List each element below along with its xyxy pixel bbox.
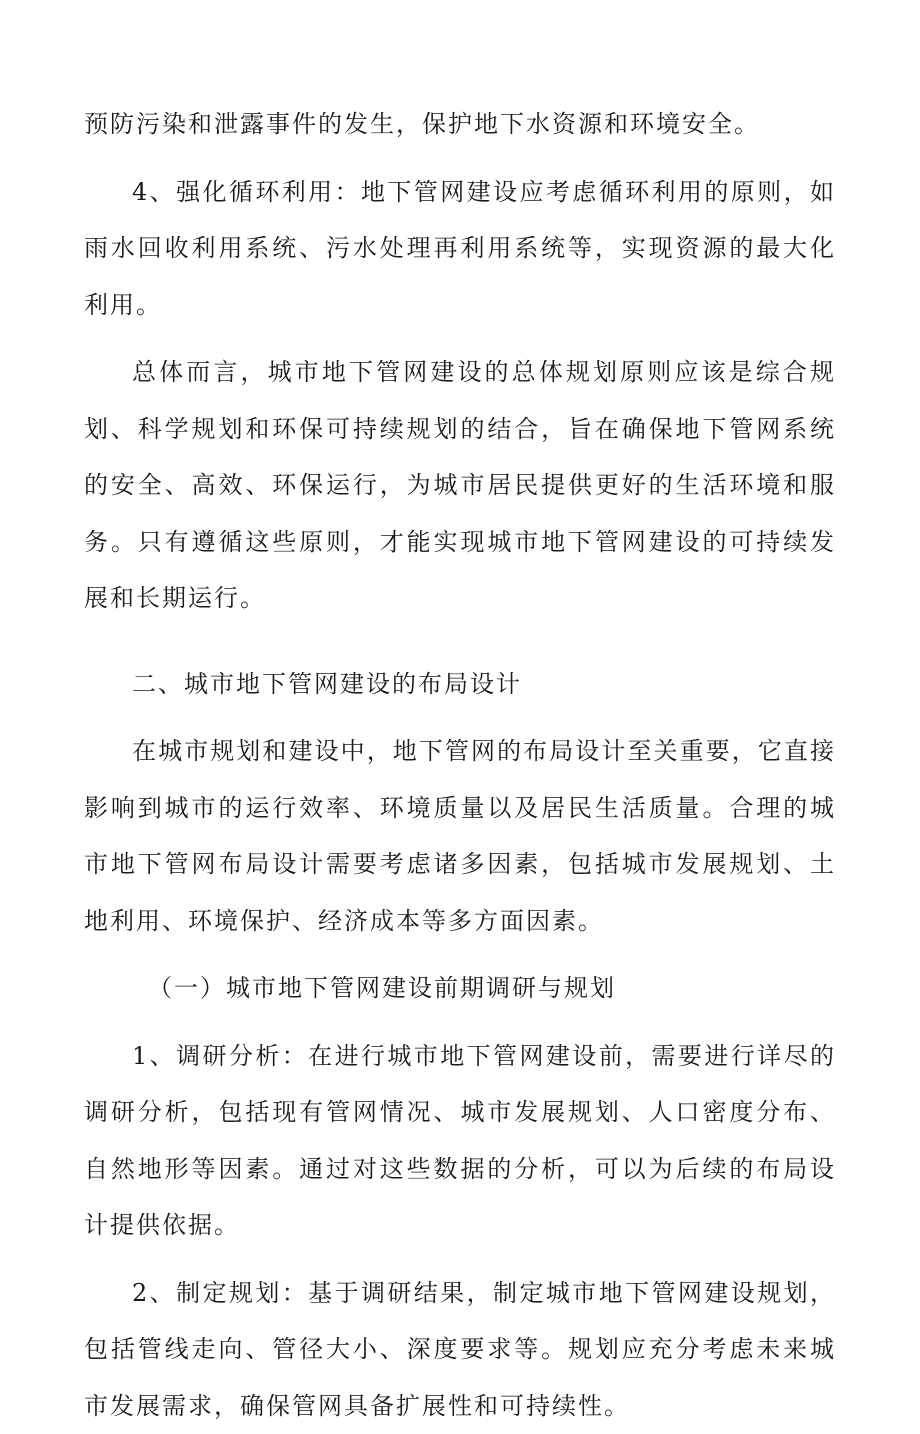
section-heading: 二、城市地下管网建设的布局设计 [84,656,836,713]
paragraph-item-4: 4、强化循环利用：地下管网建设应考虑循环利用的原则，如雨水回收利用系统、污水处理再利用系统等，实现资源的最大化利用。 [84,164,836,334]
paragraph-item-1: 1、调研分析：在进行城市地下管网建设前，需要进行详尽的调研分析，包括现有管网情况、城市发展规划、人口密度分布、自然地形等因素。通过对这些数据的分析，可以为后续的布局设计提供依据。 [84,1028,836,1254]
document-body [84,96,836,1434]
paragraph-summary: 总体而言，城市地下管网建设的总体规划原则应该是综合规划、科学规划和环保可持续规划的结合，旨在确保地下管网系统的安全、高效、环保运行，为城市居民提供更好的生活环境和服务。只有遵循这些原则，才能实现城市地下管网建设的可持续发展和长期运行。 [84,344,836,627]
paragraph-continuation: 预防污染和泄露事件的发生，保护地下水资源和环境安全。 [84,96,836,153]
paragraph-intro: 在城市规划和建设中，地下管网的布局设计至关重要，它直接影响到城市的运行效率、环境质量以及居民生活质量。合理的城市地下管网布局设计需要考虑诸多因素，包括城市发展规划、土地利用、环境保护、经济成本等多方面因素。 [84,723,836,949]
subsection-heading: （一）城市地下管网建设前期调研与规划 [84,960,836,1017]
paragraph-item-2: 2、制定规划：基于调研结果，制定城市地下管网建设规划，包括管线走向、管径大小、深度要求等。规划应充分考虑未来城市发展需求，确保管网具备扩展性和可持续性。 [84,1265,836,1434]
